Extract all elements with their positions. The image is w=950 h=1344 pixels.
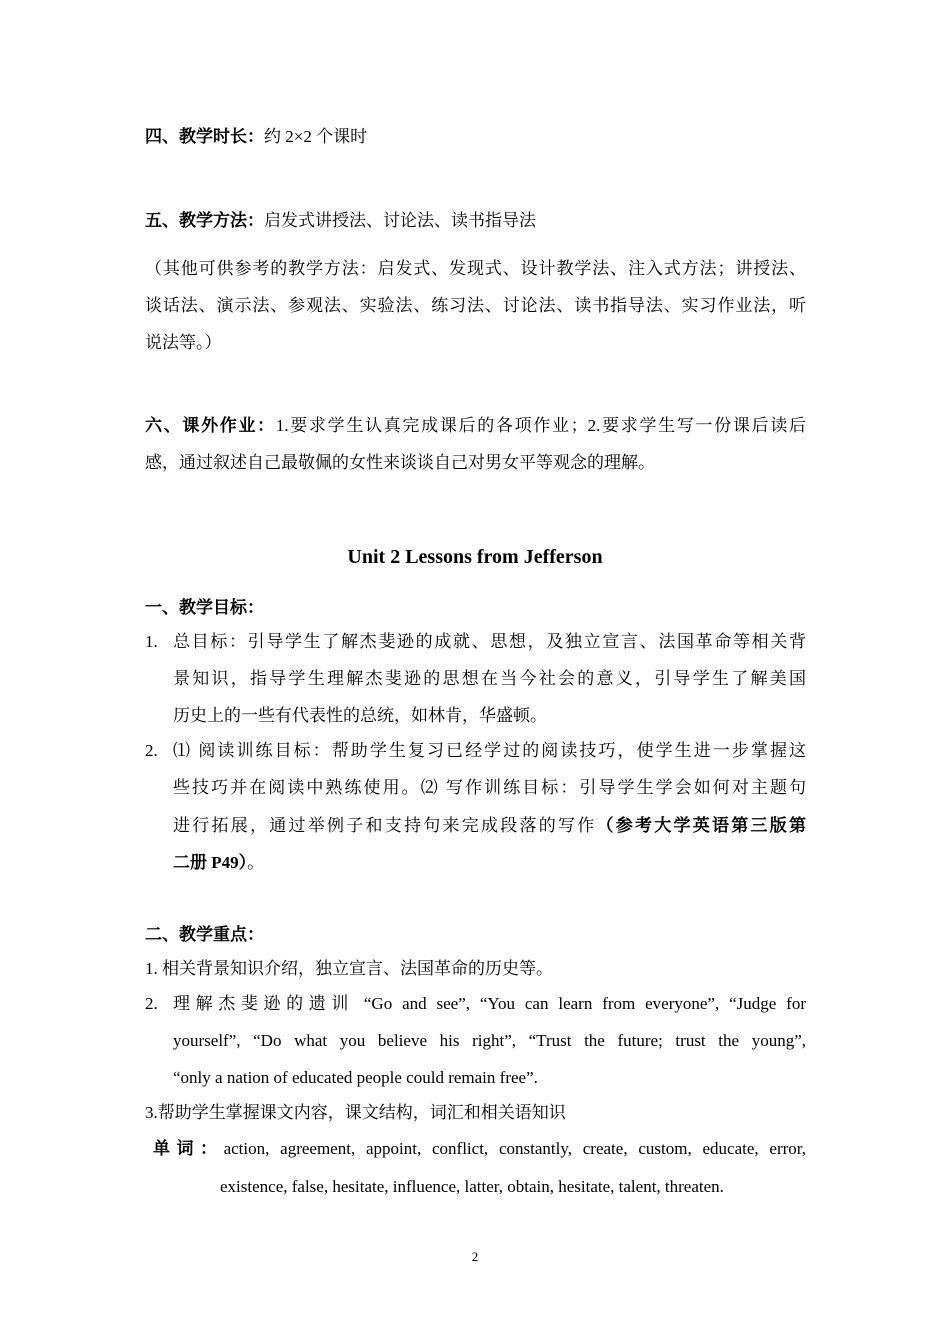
key-point-2-number: 2. [145, 994, 158, 1013]
key-point-2-line: “only a nation of educated people could remain free”. [173, 1068, 538, 1087]
key-point-2-line: 理解杰斐逊的遗训 “Go and see”, “You can learn from everyone”, “Judge for [173, 994, 806, 1013]
goal-2-line: 些技巧并在阅读中熟练使用。⑵ 写作训练目标：引导学生学会如何对主题句 [173, 778, 806, 797]
section-6-text: 1.要求学生认真完成课后的各项作业；2.要求学生写一份课后读后 [275, 416, 807, 435]
methods-note-line: 谈话法、演示法、参观法、实验法、练习法、讨论法、读书指导法、实习作业法，听 [145, 296, 806, 315]
section-5 [145, 210, 536, 232]
section-4-text: 约 2×2 个课时 [264, 127, 368, 146]
vocabulary-words: action, agreement, appoint, conflict, constantly, create, custom, educate, error, [223, 1139, 807, 1158]
section-5-heading: 五、教学方法： [145, 211, 264, 230]
goal-2-line: ⑴ 阅读训练目标：帮助学生复习已经学过的阅读技巧，使学生进一步掌握这 [173, 741, 806, 760]
section-4 [145, 126, 367, 148]
section-6-heading: 六、课外作业： [145, 416, 276, 435]
goal-2-reference: （参考大学英语第三版第 [596, 816, 806, 835]
goal-2-line [173, 852, 264, 874]
goal-1-line: 历史上的一些有代表性的总统，如林肯，华盛顿。 [173, 706, 547, 725]
methods-note-line: （其他可供参考的教学方法：启发式、发现式、设计教学法、注入式方法；讲授法、 [145, 259, 806, 278]
vocabulary-label: 单词： [153, 1139, 224, 1158]
goal-2-line [173, 815, 806, 837]
section-6-line: 感，通过叙述自己最敬佩的女性来谈谈自己对男女平等观念的理解。 [145, 453, 655, 472]
vocabulary-line: existence, false, hesitate, influence, latter, obtain, hesitate, talent, threaten. [220, 1177, 724, 1196]
goal-2-reference: 二册 P49） [173, 853, 248, 872]
goals-heading: 一、教学目标： [145, 598, 264, 617]
section-5-text: 启发式讲授法、讨论法、读书指导法 [264, 211, 536, 230]
page-number: 2 [471, 1249, 479, 1264]
key-point-3: 3.帮助学生掌握课文内容，课文结构，词汇和相关语知识 [145, 1103, 566, 1122]
key-point-2-line: yourself”, “Do what you believe his right”, “Trust the future; trust the young”, [173, 1031, 806, 1050]
section-4-heading: 四、教学时长： [145, 127, 264, 146]
goal-2-end: 。 [247, 853, 265, 872]
unit-title: Unit 2 Lessons from Jefferson [347, 546, 603, 568]
goal-1-line: 景知识，指导学生理解杰斐逊的思想在当今社会的意义，引导学生了解美国 [173, 669, 806, 688]
goal-2-line-text: 进行拓展，通过举例子和支持句来完成段落的写作 [173, 816, 597, 835]
key-points-heading: 二、教学重点： [145, 925, 264, 944]
goal-2-number: 2. [145, 741, 158, 760]
goal-1-number: 1. [145, 632, 158, 651]
vocabulary-line [153, 1138, 806, 1160]
goal-1-line: 总目标：引导学生了解杰斐逊的成就、思想，及独立宣言、法国革命等相关背 [173, 632, 806, 651]
key-point-1: 1. 相关背景知识介绍，独立宣言、法国革命的历史等。 [145, 959, 553, 978]
section-6 [145, 415, 806, 437]
methods-note-line: 说法等。） [145, 333, 222, 352]
